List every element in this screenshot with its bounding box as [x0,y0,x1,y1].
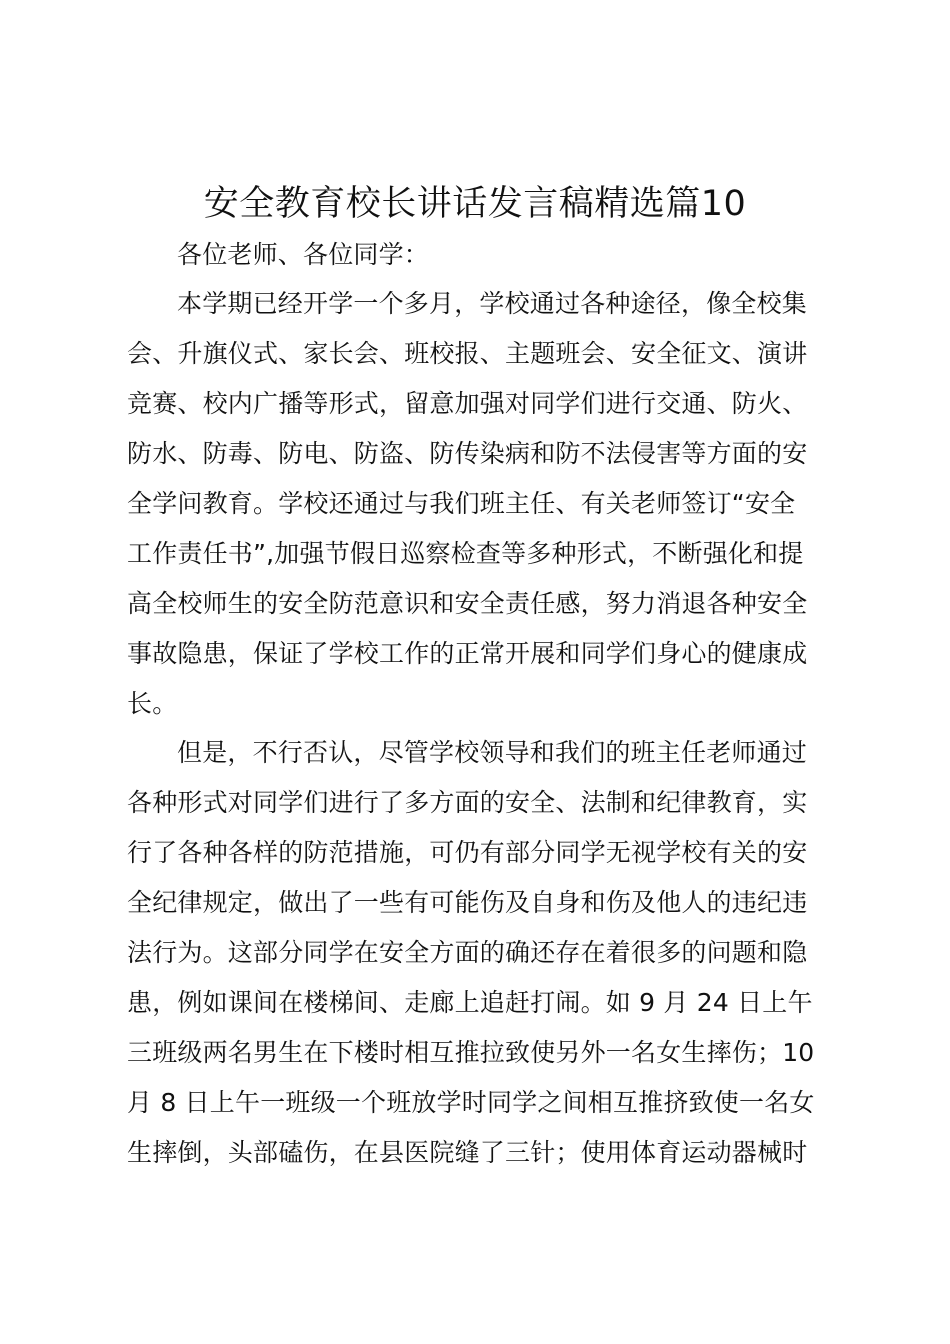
paragraph-1-line-8: 事故隐患，保证了学校工作的正常开展和同学们身心的健康成 [127,639,808,668]
paragraph-2-line-8: 月 8 日上午一班级一个班放学时同学之间相互推挤致使一名女 [127,1088,815,1117]
paragraph-2-line-5: 法行为。这部分同学在安全方面的确还存在着很多的问题和隐 [127,938,808,967]
salutation: 各位老师、各位同学： [177,240,430,269]
paragraph-1-line-9: 长。 [127,689,178,718]
paragraph-1-line-6: 工作责任书”,加强节假日巡察检查等多种形式，不断强化和提 [127,539,804,568]
paragraph-1-line-4: 防水、防毒、防电、防盗、防传染病和防不法侵害等方面的安 [127,439,808,468]
paragraph-2-line-7: 三班级两名男生在下楼时相互推拉致使另外一名女生摔伤；10 [127,1038,815,1067]
paragraph-2-line-9: 生摔倒，头部磕伤，在县医院缝了三针；使用体育运动器械时 [127,1138,808,1167]
paragraph-2-line-4: 全纪律规定，做出了一些有可能伤及自身和伤及他人的违纪违 [127,888,808,917]
paragraph-1-line-1: 本学期已经开学一个多月，学校通过各种途径，像全校集 [177,289,808,318]
paragraph-1-line-5: 全学问教育。学校还通过与我们班主任、有关老师签订“安全 [127,489,796,518]
paragraph-2-line-2: 各种形式对同学们进行了多方面的安全、法制和纪律教育，实 [127,788,808,817]
paragraph-1-line-7: 高全校师生的安全防范意识和安全责任感，努力消退各种安全 [127,589,808,618]
paragraph-1-line-3: 竞赛、校内广播等形式，留意加强对同学们进行交通、防火、 [127,389,808,418]
document-title: 安全教育校长讲话发言稿精选篇10 [203,184,747,224]
paragraph-2-line-3: 行了各种各样的防范措施，可仍有部分同学无视学校有关的安 [127,838,808,867]
paragraph-2-line-1: 但是，不行否认，尽管学校领导和我们的班主任老师通过 [177,738,808,767]
paragraph-1-line-2: 会、升旗仪式、家长会、班校报、主题班会、安全征文、演讲 [127,339,808,368]
paragraph-2-line-6: 患，例如课间在楼梯间、走廊上追赶打闹。如 9 月 24 日上午 [127,988,813,1017]
